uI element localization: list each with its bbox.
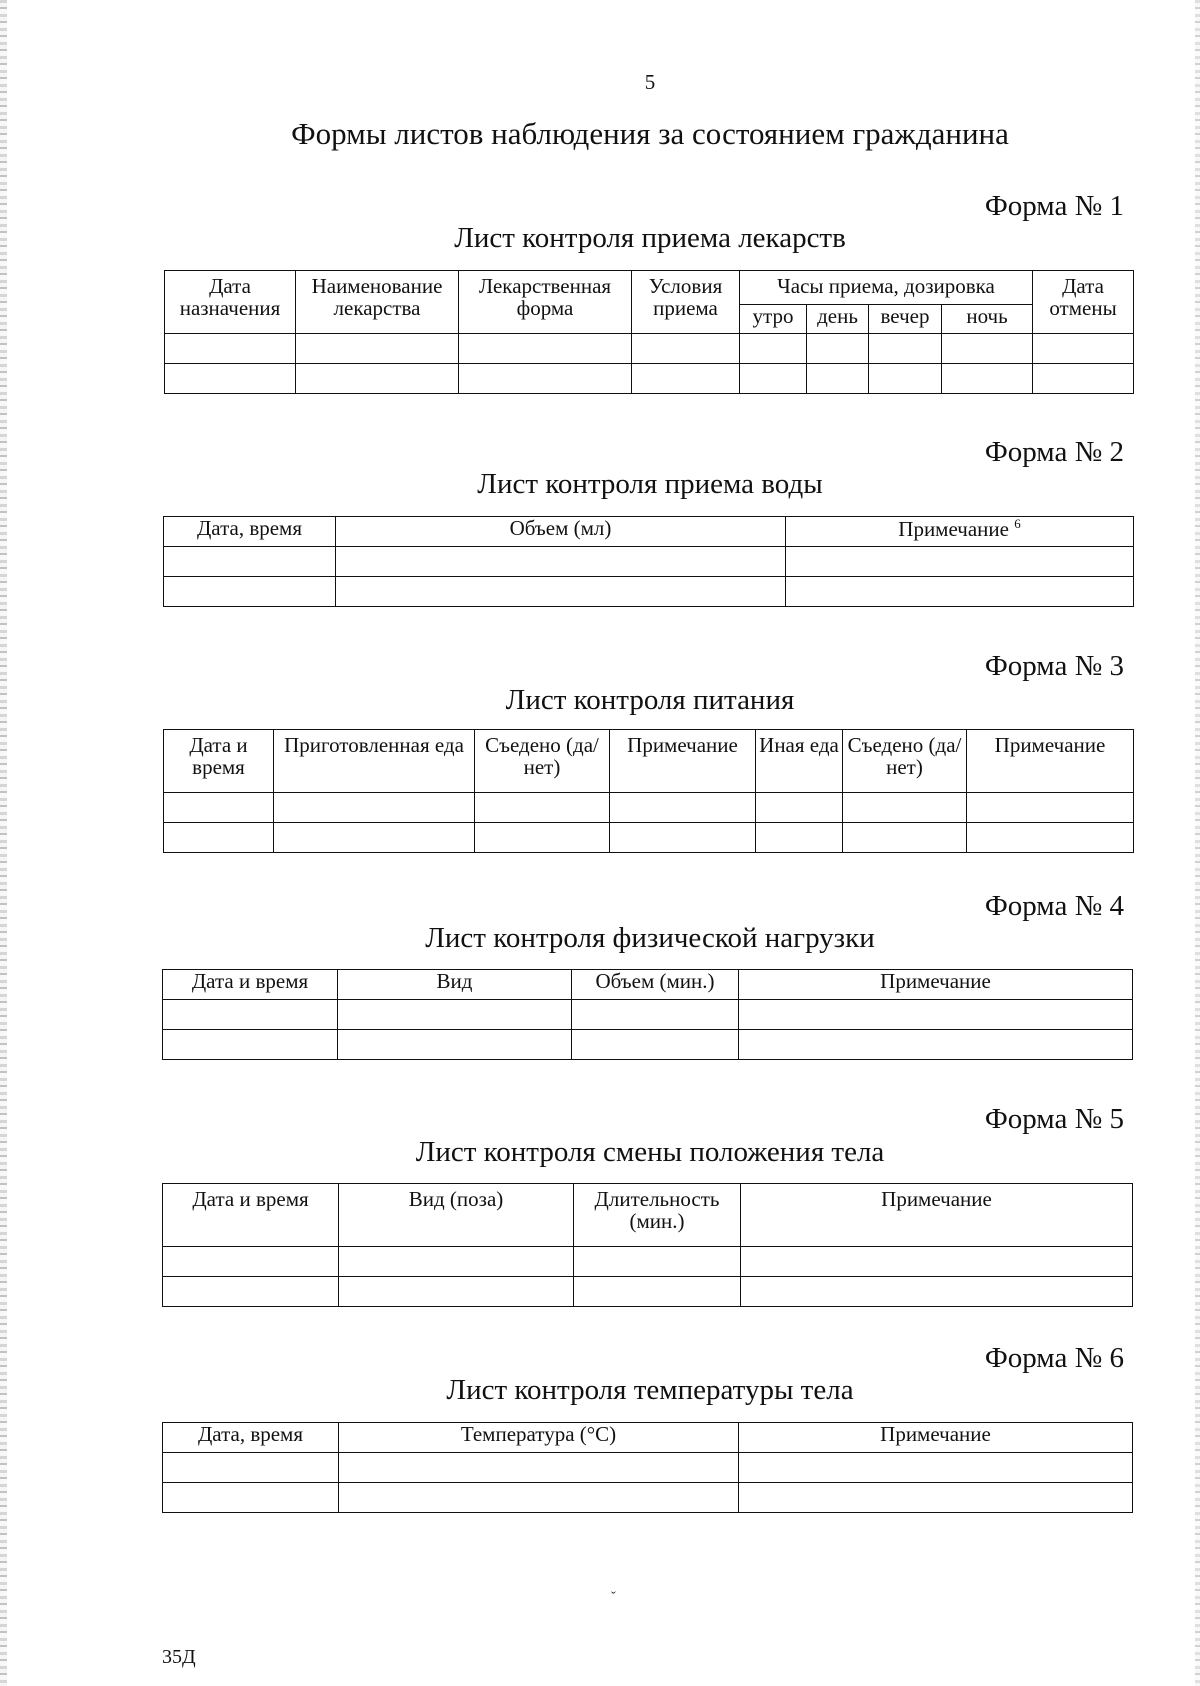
table-row — [165, 364, 1134, 394]
header-date-and-time: Дата и время — [164, 730, 274, 793]
header-night: ночь — [942, 305, 1033, 334]
form-3-label: Форма № 3 — [984, 650, 1124, 682]
header-note: Примечание $^6$ — [786, 517, 1134, 547]
table-row — [164, 793, 1134, 823]
header-date-cancelled: Дата отмены — [1033, 271, 1134, 334]
footnote-mark: 6 — [1014, 516, 1021, 531]
form-6-table — [162, 1422, 1133, 1513]
form-2-table — [163, 516, 1134, 607]
header-volume-min: Объем (мин.) — [572, 970, 739, 1000]
form-3-title: Лист контроля питания — [505, 684, 795, 716]
form-6-label: Форма № 6 — [984, 1342, 1124, 1374]
header-other-food: Иная еда — [756, 730, 843, 793]
header-eaten-other: Съедено (да/нет) — [843, 730, 967, 793]
table-row — [163, 1483, 1133, 1513]
header-drug-name: Наименование лекарства — [296, 271, 459, 334]
header-note: Примечание — [739, 1423, 1133, 1453]
page-title: Формы листов наблюдения за состоянием гражданина — [291, 116, 1009, 151]
header-eaten: Съедено (да/нет) — [475, 730, 610, 793]
table-row — [165, 334, 1134, 364]
header-duration: Длительность (мин.) — [574, 1184, 741, 1247]
table-row — [164, 577, 1134, 607]
header-note: Примечание — [739, 970, 1133, 1000]
header-date-time: Дата, время — [164, 517, 336, 547]
form-2-title: Лист контроля приема воды — [477, 468, 823, 500]
header-type: Вид — [338, 970, 572, 1000]
header-note: Примечание — [610, 730, 756, 793]
footer-code: 35Д — [162, 1646, 196, 1668]
form-1-title: Лист контроля приема лекарств — [454, 222, 846, 254]
header-prepared-food: Приготовленная еда — [274, 730, 475, 793]
header-conditions: Условия приема — [632, 271, 740, 334]
header-date-and-time: Дата и время — [163, 1184, 339, 1247]
header-morning: утро — [740, 305, 807, 334]
header-temperature: Температура (°C) — [339, 1423, 739, 1453]
header-date-time: Дата, время — [163, 1423, 339, 1453]
form-5-label: Форма № 5 — [984, 1103, 1124, 1135]
scan-mark: ˇ — [611, 1590, 616, 1605]
header-evening: вечер — [869, 305, 942, 334]
form-6-title: Лист контроля температуры тела — [446, 1374, 854, 1406]
header-hours-group: Часы приема, дозировка — [740, 271, 1033, 305]
table-row — [163, 1453, 1133, 1483]
table-row — [163, 1277, 1133, 1307]
header-date-and-time: Дата и время — [163, 970, 338, 1000]
header-volume: Объем (мл) — [336, 517, 786, 547]
header-note: Примечание — [741, 1184, 1133, 1247]
form-4-title: Лист контроля физической нагрузки — [425, 922, 875, 954]
form-1-label: Форма № 1 — [984, 190, 1124, 222]
table-row — [163, 1247, 1133, 1277]
form-5-table — [162, 1183, 1133, 1307]
header-day: день — [807, 305, 869, 334]
form-2-label: Форма № 2 — [984, 436, 1124, 468]
form-4-table — [162, 969, 1133, 1060]
header-date-assigned: Дата назначения — [165, 271, 296, 334]
form-5-title: Лист контроля смены положения тела — [415, 1136, 885, 1168]
table-row — [163, 1030, 1133, 1060]
header-pose: Вид (поза) — [339, 1184, 574, 1247]
header-note-other: Примечание — [967, 730, 1134, 793]
page-number: 5 — [644, 70, 656, 94]
table-row — [163, 1000, 1133, 1030]
form-4-label: Форма № 4 — [984, 890, 1124, 922]
table-row — [164, 823, 1134, 853]
form-3-table — [163, 729, 1134, 853]
header-drug-form: Лекарственная форма — [459, 271, 632, 334]
table-row — [164, 547, 1134, 577]
form-1-table — [164, 270, 1134, 394]
